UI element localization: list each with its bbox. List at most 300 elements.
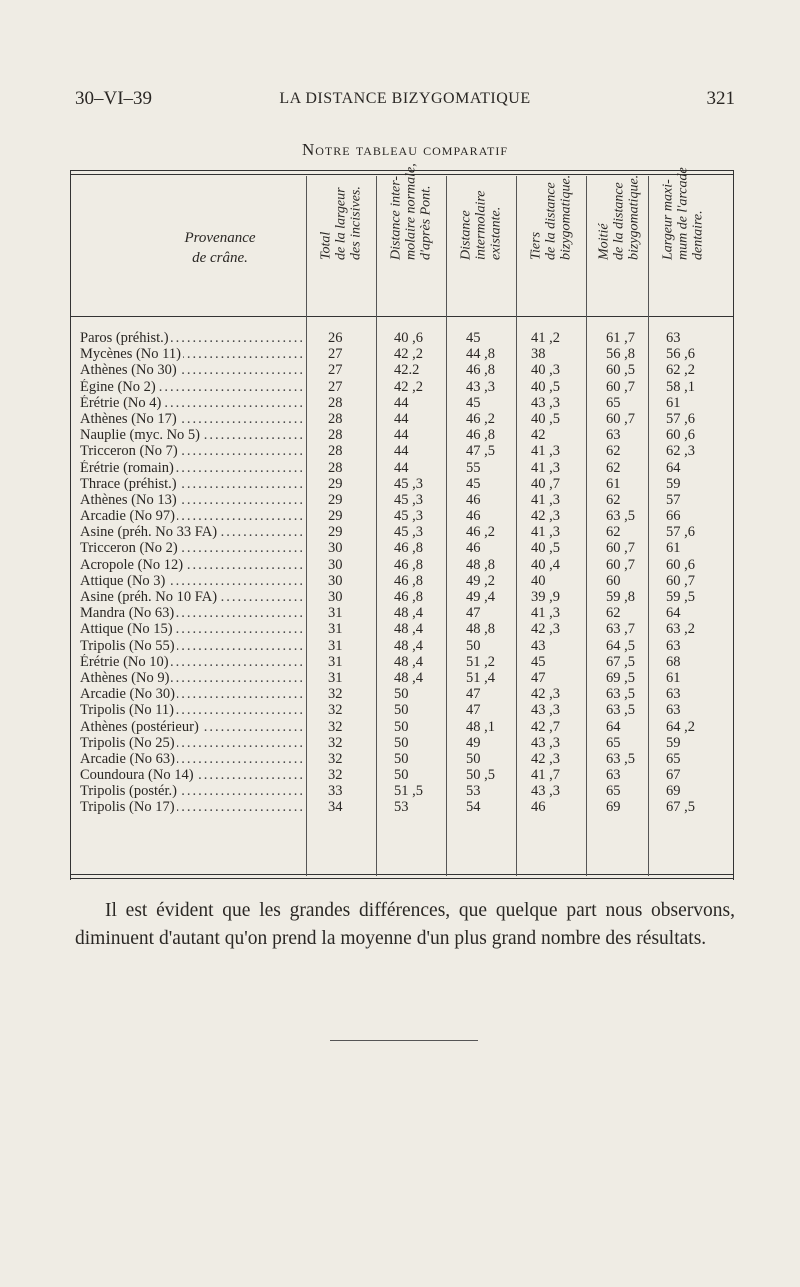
row-provenance-text: Athènes (No 13)	[80, 491, 177, 508]
row-provenance-text: Érétrie (No 4)	[80, 394, 162, 411]
row-value: 60 ,6	[666, 427, 695, 444]
row-provenance	[80, 719, 306, 735]
row-provenance-text: Érétrie (romain)	[80, 459, 174, 476]
row-provenance	[80, 379, 306, 395]
table-row	[70, 751, 734, 767]
row-value: 48 ,1	[466, 718, 495, 735]
table-row	[70, 492, 734, 508]
row-value: 32	[328, 686, 343, 703]
table-row	[70, 638, 734, 654]
comparison-table	[70, 163, 734, 880]
column-header-line: Total	[318, 231, 334, 260]
column-header-text	[389, 163, 434, 260]
row-value: 45 ,3	[394, 475, 423, 492]
row-value: 61	[606, 475, 621, 492]
row-value: 60 ,7	[606, 540, 635, 557]
row-provenance	[80, 702, 306, 718]
row-value: 47	[466, 686, 481, 703]
row-value: 57	[666, 491, 681, 508]
row-provenance	[80, 540, 306, 556]
row-provenance-text: Tricceron (No 2)	[80, 540, 178, 557]
table-row	[70, 427, 734, 443]
row-value: 63	[666, 637, 681, 654]
table-row	[70, 654, 734, 670]
column-header	[652, 167, 714, 307]
row-provenance-text: Asine (préh. No 33 FA)	[80, 524, 218, 541]
row-provenance-text: Thrace (préhist.)	[80, 475, 177, 492]
row-value: 60 ,7	[666, 572, 695, 589]
row-value: 63 ,5	[606, 750, 635, 767]
column-header-text	[459, 191, 504, 260]
header-provenance-line: de crâne.	[192, 250, 248, 266]
row-value: 47	[466, 702, 481, 719]
row-value: 63	[606, 767, 621, 784]
row-value: 31	[328, 653, 343, 670]
row-value: 27	[328, 378, 343, 395]
row-value: 43 ,3	[531, 783, 560, 800]
row-value: 63 ,5	[606, 702, 635, 719]
row-value: 27	[328, 346, 343, 363]
row-value: 28	[328, 394, 343, 411]
column-header-text	[529, 175, 574, 260]
table-body	[70, 330, 734, 816]
row-value: 48 ,8	[466, 556, 495, 573]
column-header-line: Distance inter-	[388, 175, 404, 260]
table-row	[70, 557, 734, 573]
row-provenance-text: Athènes (No 9)	[80, 669, 170, 686]
table-row	[70, 735, 734, 751]
column-header-line: des incisives.	[348, 186, 364, 260]
row-provenance	[80, 573, 306, 589]
row-value: 29	[328, 475, 343, 492]
table-row	[70, 379, 734, 395]
row-value: 48 ,4	[394, 653, 423, 670]
row-value: 49 ,2	[466, 572, 495, 589]
row-provenance	[80, 460, 306, 476]
row-value: 32	[328, 750, 343, 767]
row-value: 28	[328, 459, 343, 476]
row-value: 42.2	[394, 362, 420, 379]
row-provenance-text: Tricceron (No 7)	[80, 443, 178, 460]
table-row	[70, 362, 734, 378]
table-row	[70, 589, 734, 605]
row-provenance	[80, 557, 306, 573]
row-provenance	[80, 508, 306, 524]
row-value: 48 ,4	[394, 605, 423, 622]
column-header-line: d'après Pont.	[418, 185, 434, 260]
row-value: 65	[606, 734, 621, 751]
row-value: 45	[531, 653, 546, 670]
column-header-text	[319, 186, 364, 260]
table-bottom-rule-inner	[70, 874, 734, 875]
row-value: 46	[466, 540, 481, 557]
chapter-title: LA DISTANCE BIZYGOMATIQUE	[279, 90, 531, 107]
row-value: 61	[666, 669, 681, 686]
row-provenance-text: Arcadie (No 30)	[80, 686, 176, 703]
row-value: 65	[606, 783, 621, 800]
row-value: 56 ,6	[666, 346, 695, 363]
row-value: 48 ,4	[394, 669, 423, 686]
row-provenance-text: Arcadie (No 97)	[80, 508, 176, 525]
row-value: 49 ,4	[466, 589, 495, 605]
row-value: 66	[666, 508, 681, 525]
row-value: 46 ,8	[394, 589, 423, 605]
column-header-line: mum de l'arcade	[675, 167, 691, 260]
table-bottom-rule	[70, 878, 734, 879]
row-value: 50 ,5	[466, 767, 495, 784]
row-value: 44	[394, 394, 409, 411]
column-header	[380, 163, 442, 307]
row-provenance-text: Mandra (No 63)	[80, 605, 175, 622]
row-value: 48 ,4	[394, 621, 423, 638]
row-value: 31	[328, 621, 343, 638]
row-value: 65	[606, 394, 621, 411]
column-header	[588, 175, 650, 307]
table-row	[70, 540, 734, 556]
table-row	[70, 346, 734, 362]
date-label: 30–VI–39	[75, 88, 153, 109]
row-value: 62 ,2	[666, 362, 695, 379]
row-value: 45 ,3	[394, 491, 423, 508]
row-value: 40 ,5	[531, 378, 560, 395]
row-value: 60 ,7	[606, 556, 635, 573]
row-value: 46 ,8	[466, 362, 495, 379]
row-value: 45 ,3	[394, 524, 423, 541]
row-value: 60 ,7	[606, 378, 635, 395]
row-value: 62	[606, 491, 621, 508]
row-provenance	[80, 492, 306, 508]
row-value: 63 ,5	[606, 686, 635, 703]
row-value: 42 ,7	[531, 718, 560, 735]
table-row	[70, 395, 734, 411]
row-value: 46 ,8	[394, 556, 423, 573]
row-value: 28	[328, 427, 343, 444]
row-value: 46	[466, 491, 481, 508]
row-value: 45	[466, 475, 481, 492]
row-value: 61	[666, 394, 681, 411]
header-rule	[70, 316, 734, 317]
row-value: 31	[328, 637, 343, 654]
row-value: 46 ,8	[394, 540, 423, 557]
column-header-text	[597, 175, 642, 260]
row-value: 34	[328, 799, 343, 816]
row-value: 28	[328, 443, 343, 460]
row-value: 43 ,3	[531, 394, 560, 411]
table-title: Notre tableau comparatif	[301, 140, 509, 159]
column-header	[450, 175, 512, 307]
row-value: 42 ,2	[394, 378, 423, 395]
row-value: 60	[606, 572, 621, 589]
table-row	[70, 443, 734, 459]
row-provenance	[80, 670, 306, 686]
row-provenance-text: Tripolis (No 55)	[80, 637, 175, 654]
row-value: 32	[328, 767, 343, 784]
table-row	[70, 524, 734, 540]
row-provenance	[80, 654, 306, 670]
table-row	[70, 573, 734, 589]
row-value: 43	[531, 637, 546, 654]
row-value: 45 ,3	[394, 508, 423, 525]
row-value: 59 ,5	[666, 589, 695, 605]
row-value: 60 ,6	[666, 556, 695, 573]
row-value: 30	[328, 556, 343, 573]
row-value: 61	[666, 540, 681, 557]
row-value: 60 ,5	[606, 362, 635, 379]
section-divider	[330, 1040, 478, 1041]
column-header-line: de la distance	[543, 182, 559, 260]
table-row	[70, 686, 734, 702]
row-provenance	[80, 427, 306, 443]
row-provenance	[80, 346, 306, 362]
row-provenance-text: Asine (préh. No 10 FA)	[80, 589, 218, 605]
row-value: 62	[606, 524, 621, 541]
row-value: 63 ,5	[606, 508, 635, 525]
row-value: 69	[666, 783, 681, 800]
running-head	[75, 88, 735, 114]
column-header-line: existante.	[488, 206, 504, 260]
row-value: 55	[466, 459, 481, 476]
row-value: 62	[606, 605, 621, 622]
row-value: 56 ,8	[606, 346, 635, 363]
row-value: 45	[466, 394, 481, 411]
row-value: 30	[328, 589, 343, 605]
row-provenance	[80, 735, 306, 751]
row-value: 40 ,5	[531, 410, 560, 427]
row-value: 40 ,3	[531, 362, 560, 379]
row-value: 46 ,8	[394, 572, 423, 589]
row-value: 43 ,3	[466, 378, 495, 395]
row-value: 50	[466, 637, 481, 654]
table-row	[70, 476, 734, 492]
row-provenance-text: Attique (No 3)	[80, 572, 166, 589]
row-provenance-text: Athènes (postérieur)	[80, 718, 199, 735]
row-value: 62	[606, 443, 621, 460]
row-provenance	[80, 395, 306, 411]
row-provenance-text: Athènes (No 30)	[80, 362, 177, 379]
row-value: 43 ,3	[531, 702, 560, 719]
row-value: 69 ,5	[606, 669, 635, 686]
row-value: 65	[666, 750, 681, 767]
row-provenance-text: Nauplie (myc. No 5)	[80, 427, 200, 444]
row-provenance-text: Tripolis (No 11)	[80, 702, 174, 719]
row-provenance	[80, 783, 306, 799]
row-value: 27	[328, 362, 343, 379]
row-value: 51 ,5	[394, 783, 423, 800]
row-value: 59	[666, 734, 681, 751]
row-value: 26	[328, 330, 343, 346]
row-value: 63	[666, 686, 681, 703]
column-header-text	[661, 167, 706, 260]
row-value: 53	[394, 799, 409, 816]
row-value: 64	[606, 718, 621, 735]
table-row	[70, 670, 734, 686]
row-value: 54	[466, 799, 481, 816]
row-value: 46	[466, 508, 481, 525]
row-value: 42 ,2	[394, 346, 423, 363]
row-value: 41 ,2	[531, 330, 560, 346]
row-value: 41 ,7	[531, 767, 560, 784]
row-value: 41 ,3	[531, 605, 560, 622]
row-value: 46 ,8	[466, 427, 495, 444]
row-value: 51 ,2	[466, 653, 495, 670]
column-header-line: bizygomatique.	[558, 174, 574, 260]
row-value: 59 ,8	[606, 589, 635, 605]
row-value: 48 ,4	[394, 637, 423, 654]
row-provenance	[80, 330, 306, 346]
row-value: 31	[328, 669, 343, 686]
row-value: 29	[328, 508, 343, 525]
row-value: 46 ,2	[466, 524, 495, 541]
row-value: 32	[328, 718, 343, 735]
column-header-line: dentaire.	[690, 210, 706, 260]
row-value: 63 ,2	[666, 621, 695, 638]
row-value: 47	[531, 669, 546, 686]
row-value: 64 ,2	[666, 718, 695, 735]
row-value: 64	[666, 459, 681, 476]
row-value: 48 ,8	[466, 621, 495, 638]
table-row	[70, 702, 734, 718]
column-header	[520, 175, 582, 307]
row-provenance	[80, 686, 306, 702]
row-value: 50	[394, 686, 409, 703]
row-value: 67 ,5	[606, 653, 635, 670]
row-value: 38	[531, 346, 546, 363]
row-provenance-text: Égine (No 2)	[80, 378, 156, 395]
table-row	[70, 621, 734, 637]
row-value: 41 ,3	[531, 443, 560, 460]
row-value: 39 ,9	[531, 589, 560, 605]
row-provenance-text: Paros (préhist.)	[80, 330, 169, 346]
row-provenance-text: Tripolis (No 25)	[80, 734, 175, 751]
row-value: 46	[531, 799, 546, 816]
row-provenance-text: Attique (No 15)	[80, 621, 173, 638]
row-provenance	[80, 476, 306, 492]
row-value: 50	[394, 718, 409, 735]
row-value: 40 ,5	[531, 540, 560, 557]
row-value: 44	[394, 443, 409, 460]
column-header-line: molaire normale,	[403, 163, 419, 260]
row-provenance-text: Tripolis (postér.)	[80, 783, 177, 800]
row-value: 51 ,4	[466, 669, 495, 686]
row-value: 67	[666, 767, 681, 784]
row-value: 40 ,6	[394, 330, 423, 346]
table-row	[70, 799, 734, 815]
row-value: 42 ,3	[531, 621, 560, 638]
table-row	[70, 411, 734, 427]
header-provenance	[110, 228, 330, 268]
row-value: 69	[606, 799, 621, 816]
table-row	[70, 460, 734, 476]
table-row	[70, 783, 734, 799]
column-header-line: Tiers	[528, 231, 544, 260]
table-row	[70, 719, 734, 735]
row-value: 43 ,3	[531, 734, 560, 751]
row-value: 61 ,7	[606, 330, 635, 346]
row-provenance	[80, 621, 306, 637]
row-provenance-text: Tripolis (No 17)	[80, 799, 175, 816]
row-provenance-text: Athènes (No 17)	[80, 410, 177, 427]
row-value: 50	[394, 734, 409, 751]
row-value: 63 ,7	[606, 621, 635, 638]
row-value: 64 ,5	[606, 637, 635, 654]
row-value: 44	[394, 410, 409, 427]
row-value: 58 ,1	[666, 378, 695, 395]
row-provenance	[80, 411, 306, 427]
row-value: 29	[328, 524, 343, 541]
table-row	[70, 508, 734, 524]
row-value: 59	[666, 475, 681, 492]
row-provenance-text: Arcadie (No 63)	[80, 750, 176, 767]
row-value: 40	[531, 572, 546, 589]
row-value: 47	[466, 605, 481, 622]
column-header-line: Distance	[458, 210, 474, 260]
row-value: 49	[466, 734, 481, 751]
row-value: 40 ,4	[531, 556, 560, 573]
row-provenance-text: Érétrie (No 10)	[80, 653, 169, 670]
row-value: 57 ,6	[666, 410, 695, 427]
row-provenance	[80, 767, 306, 783]
row-value: 44	[394, 459, 409, 476]
body-paragraph: Il est évident que les grandes différences, que quelque part nous observons, diminuent d'autant qu'on prend la moyenne d'un plus grand nombre des résultats.	[75, 900, 735, 949]
row-value: 50	[394, 767, 409, 784]
row-value: 60 ,7	[606, 410, 635, 427]
column-header-line: Largeur maxi-	[660, 179, 676, 260]
column-header-line: de la distance	[611, 182, 627, 260]
row-value: 32	[328, 734, 343, 751]
column-header	[310, 175, 372, 307]
table-row	[70, 605, 734, 621]
row-value: 33	[328, 783, 343, 800]
row-value: 50	[394, 750, 409, 767]
row-value: 57 ,6	[666, 524, 695, 541]
table-row	[70, 767, 734, 783]
row-provenance-text: Mycènes (No 11)	[80, 346, 181, 363]
row-value: 45	[466, 330, 481, 346]
row-value: 30	[328, 572, 343, 589]
row-provenance	[80, 524, 306, 540]
row-value: 41 ,3	[531, 459, 560, 476]
row-value: 42	[531, 427, 546, 444]
row-value: 50	[466, 750, 481, 767]
row-value: 31	[328, 605, 343, 622]
row-provenance-text: Coundoura (No 14)	[80, 767, 194, 784]
row-value: 62 ,3	[666, 443, 695, 460]
table-row	[70, 330, 734, 346]
row-value: 63	[666, 702, 681, 719]
row-provenance	[80, 638, 306, 654]
row-value: 32	[328, 702, 343, 719]
column-header-line: bizygomatique.	[626, 174, 642, 260]
row-provenance	[80, 605, 306, 621]
row-value: 63	[666, 330, 681, 346]
row-provenance	[80, 589, 306, 605]
column-header-line: Moitié	[596, 223, 612, 260]
row-provenance	[80, 362, 306, 378]
row-value: 42 ,3	[531, 508, 560, 525]
column-header-line: intermolaire	[473, 190, 489, 260]
row-provenance	[80, 799, 306, 815]
row-value: 28	[328, 410, 343, 427]
row-value: 50	[394, 702, 409, 719]
row-provenance	[80, 443, 306, 459]
column-header-line: de la largeur	[333, 187, 349, 260]
row-provenance-text: Acropole (No 12)	[80, 556, 184, 573]
row-value: 29	[328, 491, 343, 508]
row-value: 42 ,3	[531, 750, 560, 767]
row-value: 41 ,3	[531, 491, 560, 508]
row-value: 68	[666, 653, 681, 670]
row-value: 30	[328, 540, 343, 557]
